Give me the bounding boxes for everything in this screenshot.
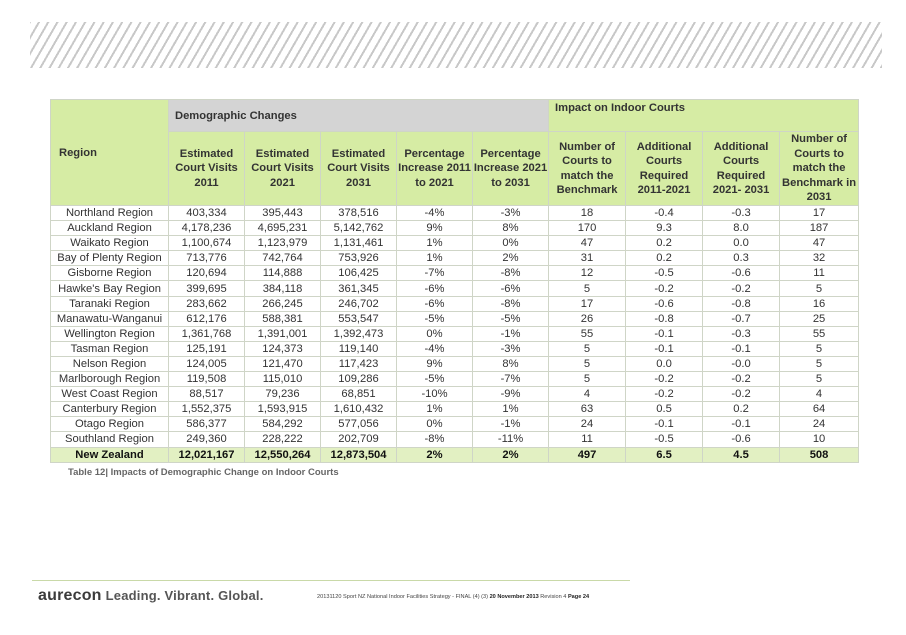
header-additional-2021-2031: Additional Courts Required 2021- 2031 — [703, 132, 780, 206]
table-total-row — [51, 447, 859, 462]
cell-additional-2021-2031: -0.6 — [703, 266, 780, 281]
cell-visits-2031: 5,142,762 — [321, 221, 397, 236]
cell-region: Auckland Region — [51, 221, 169, 236]
footer-date: 20 November 2013 — [489, 594, 539, 600]
cell-pct-2021-2031: -11% — [473, 432, 549, 447]
cell-region: Southland Region — [51, 432, 169, 447]
cell-visits-2021: 588,381 — [245, 311, 321, 326]
cell-visits-2021: 1,391,001 — [245, 326, 321, 341]
cell-courts-benchmark: 47 — [549, 236, 626, 251]
cell-region: Waikato Region — [51, 236, 169, 251]
table-row — [51, 206, 859, 221]
table-row — [51, 296, 859, 311]
footer-divider — [32, 580, 630, 581]
cell-additional-2021-2031: 0.3 — [703, 251, 780, 266]
total-additional-2011-2021: 6.5 — [626, 447, 703, 462]
cell-courts-benchmark: 5 — [549, 281, 626, 296]
decorative-hatch-banner — [30, 22, 882, 68]
table-row — [51, 417, 859, 432]
cell-courts-benchmark: 4 — [549, 387, 626, 402]
cell-pct-2021-2031: 1% — [473, 402, 549, 417]
cell-region: Tasman Region — [51, 341, 169, 356]
cell-visits-2031: 202,709 — [321, 432, 397, 447]
cell-visits-2031: 117,423 — [321, 356, 397, 371]
cell-courts-benchmark-2031: 25 — [780, 311, 859, 326]
cell-courts-benchmark-2031: 64 — [780, 402, 859, 417]
table-row — [51, 236, 859, 251]
cell-pct-2021-2031: 0% — [473, 236, 549, 251]
table-row — [51, 281, 859, 296]
cell-visits-2011: 249,360 — [169, 432, 245, 447]
cell-courts-benchmark: 12 — [549, 266, 626, 281]
cell-courts-benchmark-2031: 10 — [780, 432, 859, 447]
table-row — [51, 372, 859, 387]
cell-courts-benchmark: 24 — [549, 417, 626, 432]
total-visits-2031: 12,873,504 — [321, 447, 397, 462]
total-additional-2021-2031: 4.5 — [703, 447, 780, 462]
cell-region: Hawke's Bay Region — [51, 281, 169, 296]
header-region: Region — [51, 100, 169, 206]
cell-additional-2011-2021: -0.4 — [626, 206, 703, 221]
header-courts-benchmark: Number of Courts to match the Benchmark — [549, 132, 626, 206]
cell-pct-2011-2021: 0% — [397, 417, 473, 432]
cell-additional-2011-2021: 0.5 — [626, 402, 703, 417]
cell-courts-benchmark: 31 — [549, 251, 626, 266]
cell-pct-2021-2031: -3% — [473, 206, 549, 221]
header-visits-2021: Estimated Court Visits 2021 — [245, 132, 321, 206]
cell-visits-2011: 120,694 — [169, 266, 245, 281]
cell-courts-benchmark: 5 — [549, 341, 626, 356]
cell-visits-2031: 577,056 — [321, 417, 397, 432]
table-row — [51, 266, 859, 281]
cell-courts-benchmark-2031: 5 — [780, 372, 859, 387]
footer-doc-ref: 20131120 Sport NZ National Indoor Facilities Strategy - FINAL (4) (3) — [317, 594, 488, 600]
cell-additional-2011-2021: 0.2 — [626, 251, 703, 266]
cell-pct-2011-2021: 9% — [397, 221, 473, 236]
table-row — [51, 251, 859, 266]
cell-courts-benchmark: 17 — [549, 296, 626, 311]
aurecon-logo — [38, 587, 264, 605]
cell-additional-2021-2031: -0.3 — [703, 326, 780, 341]
cell-visits-2021: 395,443 — [245, 206, 321, 221]
cell-region: Taranaki Region — [51, 296, 169, 311]
footer-revision: Revision 4 — [540, 594, 567, 600]
cell-additional-2011-2021: -0.2 — [626, 387, 703, 402]
cell-pct-2021-2031: 2% — [473, 251, 549, 266]
cell-visits-2011: 4,178,236 — [169, 221, 245, 236]
cell-additional-2021-2031: -0.1 — [703, 341, 780, 356]
header-pct-2011-2021: Percentage Increase 2011 to 2021 — [397, 132, 473, 206]
cell-pct-2021-2031: -1% — [473, 417, 549, 432]
cell-visits-2011: 403,334 — [169, 206, 245, 221]
cell-visits-2021: 115,010 — [245, 372, 321, 387]
cell-additional-2011-2021: -0.1 — [626, 417, 703, 432]
cell-visits-2011: 612,176 — [169, 311, 245, 326]
cell-pct-2011-2021: -5% — [397, 311, 473, 326]
total-pct-2011-2021: 2% — [397, 447, 473, 462]
header-pct-2021-2031: Percentage Increase 2021 to 2031 — [473, 132, 549, 206]
cell-pct-2011-2021: -6% — [397, 296, 473, 311]
cell-visits-2031: 1,131,461 — [321, 236, 397, 251]
cell-region: Northland Region — [51, 206, 169, 221]
cell-visits-2021: 584,292 — [245, 417, 321, 432]
cell-visits-2021: 124,373 — [245, 341, 321, 356]
header-visits-2031: Estimated Court Visits 2031 — [321, 132, 397, 206]
total-courts-benchmark: 497 — [549, 447, 626, 462]
cell-region: Gisborne Region — [51, 266, 169, 281]
cell-visits-2021: 266,245 — [245, 296, 321, 311]
cell-additional-2021-2031: -0.2 — [703, 387, 780, 402]
cell-visits-2011: 713,776 — [169, 251, 245, 266]
cell-additional-2021-2031: -0.2 — [703, 281, 780, 296]
cell-visits-2011: 125,191 — [169, 341, 245, 356]
cell-visits-2031: 246,702 — [321, 296, 397, 311]
cell-courts-benchmark-2031: 5 — [780, 281, 859, 296]
cell-visits-2011: 586,377 — [169, 417, 245, 432]
cell-courts-benchmark: 5 — [549, 372, 626, 387]
cell-courts-benchmark: 170 — [549, 221, 626, 236]
cell-additional-2011-2021: -0.5 — [626, 266, 703, 281]
cell-pct-2021-2031: -9% — [473, 387, 549, 402]
cell-additional-2011-2021: -0.2 — [626, 281, 703, 296]
cell-additional-2021-2031: 8.0 — [703, 221, 780, 236]
cell-additional-2021-2031: -0.6 — [703, 432, 780, 447]
cell-additional-2021-2031: -0.3 — [703, 206, 780, 221]
cell-visits-2031: 1,392,473 — [321, 326, 397, 341]
logo-tagline: Leading. Vibrant. Global. — [105, 588, 264, 603]
cell-pct-2021-2031: 8% — [473, 356, 549, 371]
cell-courts-benchmark-2031: 24 — [780, 417, 859, 432]
header-additional-2011-2021: Additional Courts Required 2011-2021 — [626, 132, 703, 206]
cell-visits-2011: 399,695 — [169, 281, 245, 296]
cell-region: Canterbury Region — [51, 402, 169, 417]
cell-visits-2031: 106,425 — [321, 266, 397, 281]
footer-doc-info — [317, 594, 589, 600]
cell-visits-2011: 1,552,375 — [169, 402, 245, 417]
cell-visits-2031: 553,547 — [321, 311, 397, 326]
cell-additional-2011-2021: -0.5 — [626, 432, 703, 447]
cell-visits-2021: 228,222 — [245, 432, 321, 447]
cell-visits-2011: 124,005 — [169, 356, 245, 371]
cell-courts-benchmark: 11 — [549, 432, 626, 447]
cell-region: Nelson Region — [51, 356, 169, 371]
cell-pct-2011-2021: -4% — [397, 206, 473, 221]
cell-courts-benchmark-2031: 17 — [780, 206, 859, 221]
cell-additional-2011-2021: -0.1 — [626, 326, 703, 341]
total-courts-benchmark-2031: 508 — [780, 447, 859, 462]
cell-additional-2011-2021: 0.2 — [626, 236, 703, 251]
cell-visits-2011: 119,508 — [169, 372, 245, 387]
cell-pct-2011-2021: 0% — [397, 326, 473, 341]
cell-visits-2021: 1,593,915 — [245, 402, 321, 417]
cell-pct-2011-2021: 1% — [397, 402, 473, 417]
table-row — [51, 402, 859, 417]
cell-pct-2021-2031: -1% — [473, 326, 549, 341]
cell-additional-2021-2031: 0.0 — [703, 236, 780, 251]
total-region: New Zealand — [51, 447, 169, 462]
cell-courts-benchmark-2031: 5 — [780, 341, 859, 356]
cell-courts-benchmark-2031: 47 — [780, 236, 859, 251]
cell-pct-2021-2031: -7% — [473, 372, 549, 387]
table-row — [51, 326, 859, 341]
cell-additional-2021-2031: -0.1 — [703, 417, 780, 432]
cell-visits-2031: 1,610,432 — [321, 402, 397, 417]
cell-additional-2011-2021: -0.8 — [626, 311, 703, 326]
cell-additional-2021-2031: -0.0 — [703, 356, 780, 371]
cell-visits-2011: 1,100,674 — [169, 236, 245, 251]
cell-pct-2011-2021: -5% — [397, 372, 473, 387]
cell-courts-benchmark-2031: 187 — [780, 221, 859, 236]
cell-courts-benchmark: 55 — [549, 326, 626, 341]
cell-courts-benchmark: 26 — [549, 311, 626, 326]
cell-pct-2021-2031: -6% — [473, 281, 549, 296]
cell-additional-2011-2021: 0.0 — [626, 356, 703, 371]
cell-additional-2021-2031: -0.2 — [703, 372, 780, 387]
cell-region: Bay of Plenty Region — [51, 251, 169, 266]
cell-additional-2021-2031: -0.8 — [703, 296, 780, 311]
cell-visits-2021: 384,118 — [245, 281, 321, 296]
table-row — [51, 387, 859, 402]
cell-visits-2031: 753,926 — [321, 251, 397, 266]
logo-brand: aurecon — [38, 587, 102, 604]
cell-courts-benchmark-2031: 55 — [780, 326, 859, 341]
header-courts-benchmark-2031: Number of Courts to match the Benchmark in 2031 — [780, 132, 859, 206]
cell-pct-2011-2021: -6% — [397, 281, 473, 296]
cell-pct-2011-2021: 9% — [397, 356, 473, 371]
cell-pct-2011-2021: -10% — [397, 387, 473, 402]
cell-additional-2011-2021: 9.3 — [626, 221, 703, 236]
total-visits-2011: 12,021,167 — [169, 447, 245, 462]
indoor-courts-table — [50, 99, 859, 463]
cell-visits-2011: 1,361,768 — [169, 326, 245, 341]
cell-visits-2021: 4,695,231 — [245, 221, 321, 236]
cell-visits-2021: 1,123,979 — [245, 236, 321, 251]
cell-pct-2011-2021: 1% — [397, 236, 473, 251]
cell-additional-2021-2031: 0.2 — [703, 402, 780, 417]
cell-visits-2031: 361,345 — [321, 281, 397, 296]
cell-additional-2011-2021: -0.2 — [626, 372, 703, 387]
footer-page: Page 24 — [567, 594, 590, 600]
cell-visits-2031: 109,286 — [321, 372, 397, 387]
cell-pct-2011-2021: -8% — [397, 432, 473, 447]
header-group-impact: Impact on Indoor Courts — [549, 100, 859, 132]
cell-additional-2021-2031: -0.7 — [703, 311, 780, 326]
cell-region: Manawatu-Wanganui — [51, 311, 169, 326]
cell-pct-2021-2031: -5% — [473, 311, 549, 326]
cell-pct-2021-2031: -3% — [473, 341, 549, 356]
cell-visits-2031: 68,851 — [321, 387, 397, 402]
cell-pct-2011-2021: 1% — [397, 251, 473, 266]
cell-visits-2011: 88,517 — [169, 387, 245, 402]
cell-courts-benchmark: 18 — [549, 206, 626, 221]
table-row — [51, 311, 859, 326]
cell-courts-benchmark-2031: 32 — [780, 251, 859, 266]
cell-pct-2011-2021: -7% — [397, 266, 473, 281]
cell-pct-2011-2021: -4% — [397, 341, 473, 356]
cell-courts-benchmark-2031: 5 — [780, 356, 859, 371]
cell-pct-2021-2031: -8% — [473, 266, 549, 281]
cell-region: Otago Region — [51, 417, 169, 432]
cell-courts-benchmark-2031: 16 — [780, 296, 859, 311]
cell-region: Marlborough Region — [51, 372, 169, 387]
total-visits-2021: 12,550,264 — [245, 447, 321, 462]
cell-visits-2021: 114,888 — [245, 266, 321, 281]
cell-additional-2011-2021: -0.1 — [626, 341, 703, 356]
table-row — [51, 356, 859, 371]
total-pct-2021-2031: 2% — [473, 447, 549, 462]
cell-region: Wellington Region — [51, 326, 169, 341]
cell-courts-benchmark-2031: 11 — [780, 266, 859, 281]
cell-visits-2021: 121,470 — [245, 356, 321, 371]
cell-visits-2021: 742,764 — [245, 251, 321, 266]
header-group-demographic: Demographic Changes — [169, 100, 549, 132]
cell-additional-2011-2021: -0.6 — [626, 296, 703, 311]
cell-visits-2011: 283,662 — [169, 296, 245, 311]
table-row — [51, 341, 859, 356]
cell-pct-2021-2031: 8% — [473, 221, 549, 236]
cell-visits-2031: 119,140 — [321, 341, 397, 356]
cell-courts-benchmark-2031: 4 — [780, 387, 859, 402]
cell-visits-2031: 378,516 — [321, 206, 397, 221]
cell-visits-2021: 79,236 — [245, 387, 321, 402]
table-row — [51, 221, 859, 236]
cell-pct-2021-2031: -8% — [473, 296, 549, 311]
cell-courts-benchmark: 5 — [549, 356, 626, 371]
cell-region: West Coast Region — [51, 387, 169, 402]
header-visits-2011: Estimated Court Visits 2011 — [169, 132, 245, 206]
table-row — [51, 432, 859, 447]
cell-courts-benchmark: 63 — [549, 402, 626, 417]
table-caption: Table 12| Impacts of Demographic Change on Indoor Courts — [68, 467, 339, 478]
